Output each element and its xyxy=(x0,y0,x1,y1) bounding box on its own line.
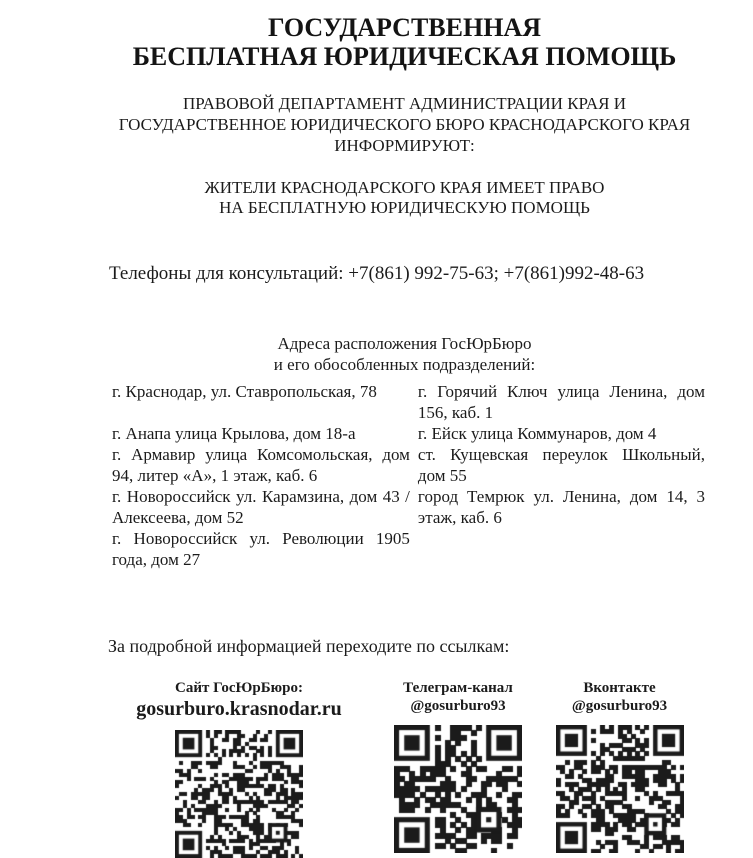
addresses-header-line2: и его обособленных подразделений: xyxy=(273,355,536,375)
address-item: г. Краснодар, ул. Ставропольская, 78 xyxy=(112,382,377,402)
links-intro: За подробной информацией переходите по ссылкам: xyxy=(108,636,510,657)
intro-line1: ПРАВОВОЙ ДЕПАРТАМЕНТ АДМИНИСТРАЦИИ КРАЯ И xyxy=(183,94,626,114)
qr-code-telegram-icon xyxy=(394,725,522,853)
intro-paragraph xyxy=(104,93,705,156)
document-title-line2: БЕСПЛАТНАЯ ЮРИДИЧЕСКАЯ ПОМОЩЬ xyxy=(132,42,677,72)
address-item: г. Армавир улица Комсомольская, дом 94, литер «А», 1 этаж, каб. 6 xyxy=(112,445,410,486)
site-label: Сайт ГосЮрБюро: xyxy=(175,680,303,697)
qr-code-vk-icon xyxy=(556,725,684,853)
address-item: г. Анапа улица Крылова, дом 18-а xyxy=(112,424,356,444)
address-item: ст. Кущевская переулок Школьный, дом 55 xyxy=(417,445,705,486)
link-block-vk xyxy=(534,679,705,853)
addresses-left-column xyxy=(112,381,410,570)
document-title xyxy=(104,13,705,71)
address-item: город Темрюк ул. Ленина, дом 14, 3 этаж, каб. 6 xyxy=(417,487,705,528)
intro-line2: ГОСУДАРСТВЕННОЕ ЮРИДИЧЕСКОГО БЮРО КРАСНОДАРСКОГО КРАЯ xyxy=(118,115,691,135)
consultation-phones: Телефоны для консультаций: +7(861) 992-75-63; +7(861)992-48-63 xyxy=(109,263,645,285)
addresses-table xyxy=(104,381,705,570)
addresses-header xyxy=(104,333,705,375)
links-row xyxy=(104,679,705,858)
vk-handle: @gosurburo93 xyxy=(571,698,668,715)
rights-statement xyxy=(104,178,705,218)
address-item: г. Ейск улица Коммунаров, дом 4 xyxy=(417,424,657,444)
address-item: г. Новороссийск ул. Карамзина, дом 43 / Алексеева, дом 52 xyxy=(112,487,410,528)
site-url: gosurburo.krasnodar.ru xyxy=(136,698,342,721)
document-title-line1: ГОСУДАРСТВЕННАЯ xyxy=(268,13,541,42)
telegram-label: Телеграм-канал xyxy=(403,680,513,697)
address-item: г. Новороссийск ул. Революции 1905 года, дом 27 xyxy=(112,529,410,570)
rights-line2: НА БЕСПЛАТНУЮ ЮРИДИЧЕСКУЮ ПОМОЩЬ xyxy=(219,198,590,218)
telegram-handle: @gosurburo93 xyxy=(410,698,506,715)
addresses-header-line1: Адреса расположения ГосЮрБюро xyxy=(277,334,532,354)
addresses-right-column xyxy=(418,381,705,570)
rights-line1: ЖИТЕЛИ КРАСНОДАРСКОГО КРАЯ ИМЕЕТ ПРАВО xyxy=(204,178,605,198)
intro-line3: ИНФОРМИРУЮТ: xyxy=(334,136,475,156)
address-item: г. Горячий Ключ улица Ленина, дом 156, каб. 1 xyxy=(417,382,705,423)
vk-label: Вконтакте xyxy=(583,680,656,697)
link-block-site xyxy=(136,679,342,858)
document-page xyxy=(0,13,753,858)
link-block-telegram xyxy=(382,679,534,853)
